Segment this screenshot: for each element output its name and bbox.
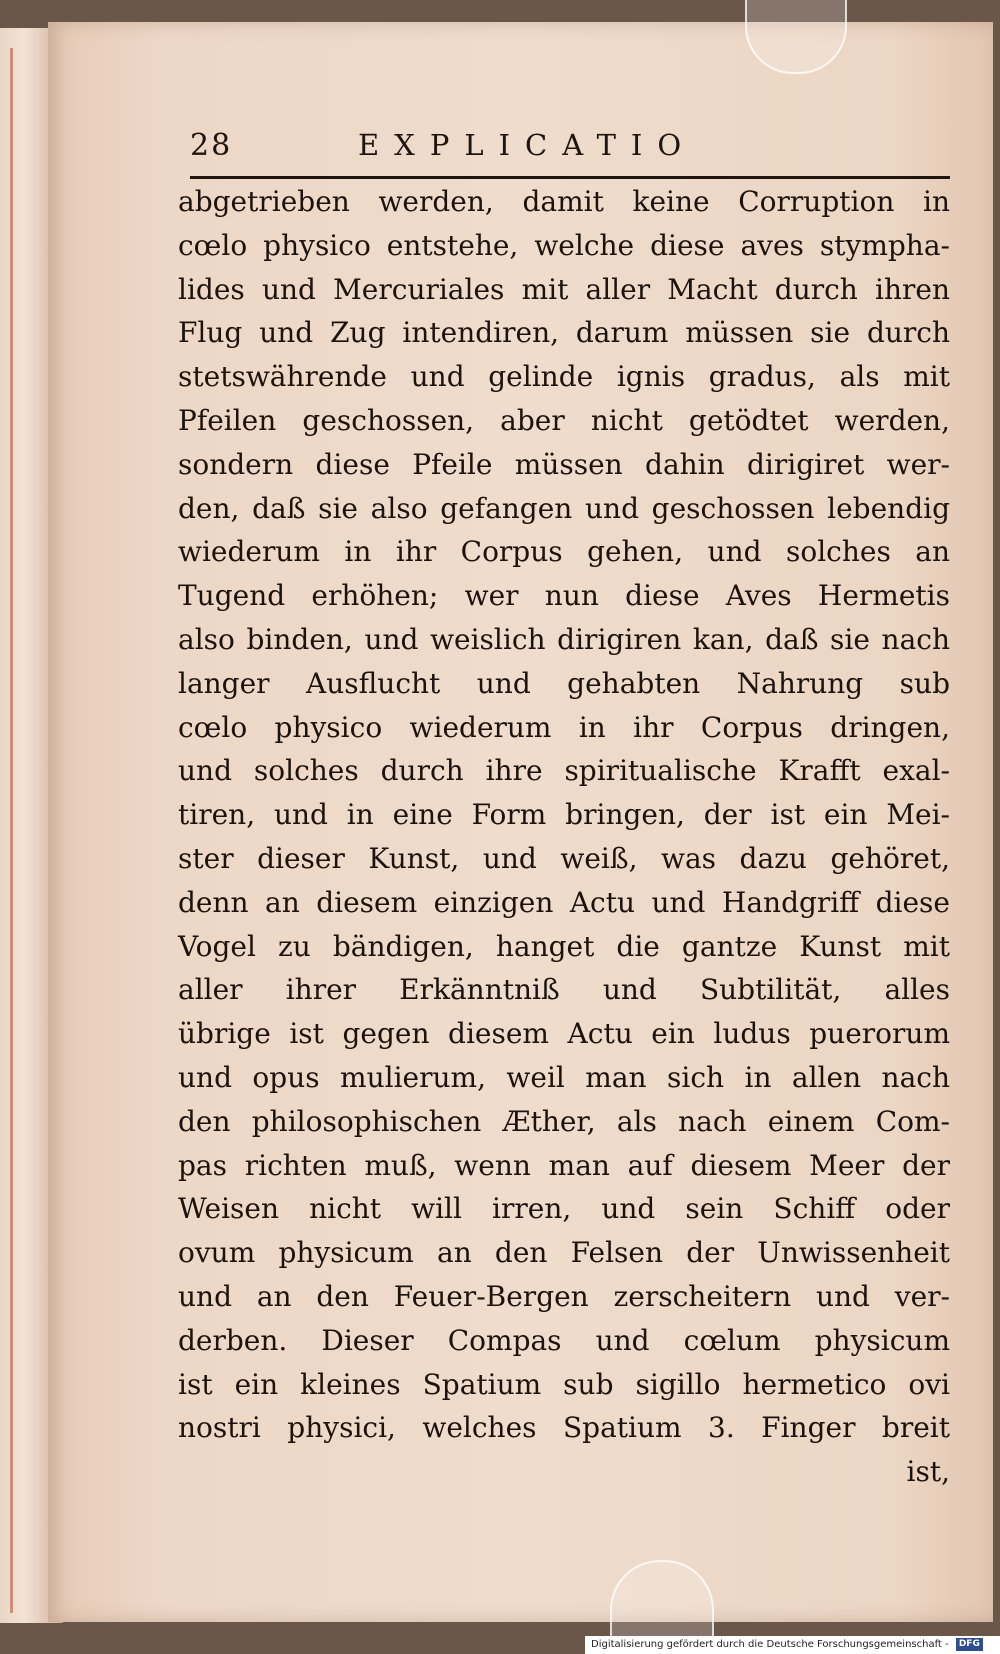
text-line: pas richten muß, wenn man auf diesem Meer der [178,1148,950,1182]
text-line: sondern diese Pfeile müssen dahin dirigiret wer- [178,447,950,481]
text-line: abgetrieben werden, damit keine Corruption in [178,185,950,218]
text-line: derben. Dieser Compas und cœlum physicum [178,1323,950,1357]
text-line: cœlo physico wiederum in ihr Corpus dringen, [178,710,950,744]
text-line: Tugend erhöhen; wer nun diese Aves Hermetis [178,579,950,613]
text-line: cœlo physico entstehe, welche diese aves stympha- [178,228,950,262]
text-line: ovum physicum an den Felsen der Unwissenheit [178,1236,950,1270]
page-header [190,128,950,172]
header-rule [190,176,950,179]
text-line: Weisen nicht will irren, und sein Schiff oder [178,1192,950,1226]
text-line: langer Ausflucht und gehabten Nahrung sub [178,666,950,700]
text-line: den philosophischen Æther, als nach einem Com- [178,1104,950,1138]
page-number: 28 [190,128,233,163]
credit-text: Digitalisierung gefördert durch die Deutsche Forschungsgemeinschaft - [591,1639,949,1650]
text-line: ster dieser Kunst, und weiß, was dazu gehöret, [178,841,950,875]
text-line: Vogel zu bändigen, hanget die gantze Kunst mit [178,929,950,963]
text-line: übrige ist gegen diesem Actu ein ludus puerorum [178,1017,950,1051]
text-line: Pfeilen geschossen, aber nicht getödtet werden, [178,403,950,437]
text-line: aller ihrer Erkänntniß und Subtilität, alles [178,973,950,1007]
dfg-logo: DFG [956,1638,983,1651]
text-line: wiederum in ihr Corpus gehen, und solches an [178,535,950,569]
text-line: tiren, und in eine Form bringen, der ist ein Mei- [178,798,950,832]
digitization-credit [585,1636,1000,1654]
text-line: stetswährende und gelinde ignis gradus, als mit [178,360,950,394]
text-line: lides und Mercuriales mit aller Macht durch ihren [178,272,950,306]
text-line: ist ein kleines Spatium sub sigillo hermetico ovi [178,1367,950,1401]
text-line: und an den Feuer-Bergen zerscheitern und ver- [178,1279,950,1313]
text-line: und solches durch ihre spiritualische Krafft exal- [178,754,950,788]
body-text [178,180,950,1494]
text-line: Flug und Zug intendiren, darum müssen sie durch [178,316,950,350]
text-line: denn an diesem einzigen Actu und Handgriff diese [178,885,950,919]
text-line: nostri physici, welches Spatium 3. Finger breit [178,1411,950,1445]
text-line: den, daß sie also gefangen und geschossen lebendig [178,491,950,525]
text-line: und opus mulierum, weil man sich in allen nach [178,1060,950,1094]
running-title: EXPLICATIO [358,128,697,162]
catchword: ist, [906,1455,950,1489]
text-line: also binden, und weislich dirigiren kan, daß sie nach [178,622,950,656]
